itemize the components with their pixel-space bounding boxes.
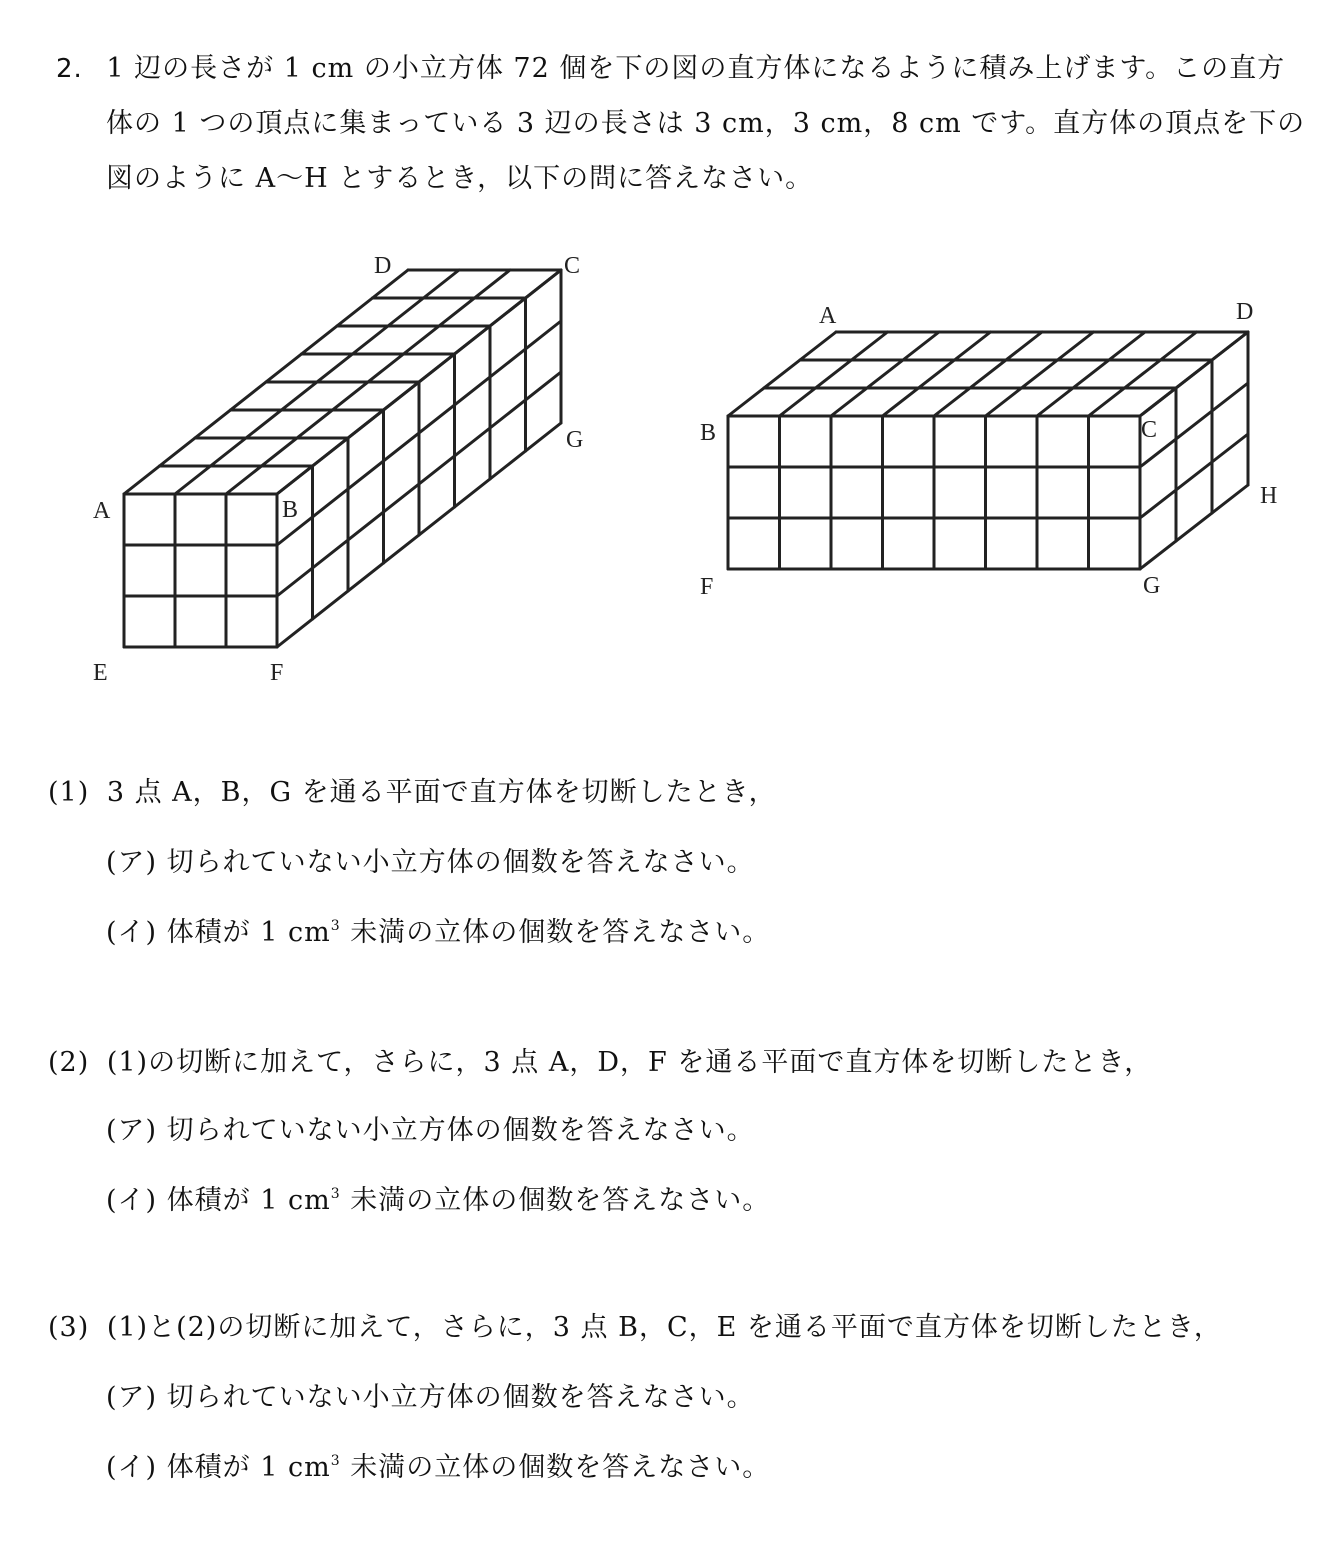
question-1-number: (1) xyxy=(48,777,90,808)
question-3-stem: (1)と(2)の切断に加えて，さらに，3 点 B，C，E を通る平面で直方体を切断したとき， xyxy=(106,1312,1222,1343)
left-label-d: D xyxy=(374,253,392,279)
grid-line xyxy=(1089,332,1197,416)
figure-left-cuboid xyxy=(124,270,561,647)
question-2-a xyxy=(106,1108,755,1147)
right-label-f: F xyxy=(700,574,714,600)
problem-number: 2 xyxy=(56,54,74,84)
right-label-g: G xyxy=(1143,573,1161,599)
right-label-c: C xyxy=(1141,417,1158,443)
left-label-a: A xyxy=(93,498,111,524)
question-1-a-text: 切られていない小立方体の個数を答えなさい。 xyxy=(166,847,755,878)
question-3-stem-line xyxy=(48,1305,1222,1344)
question-1-i xyxy=(106,910,770,949)
grid-line xyxy=(934,332,1042,416)
grid-line xyxy=(1037,332,1145,416)
question-2-a-text: 切られていない小立方体の個数を答えなさい。 xyxy=(166,1115,755,1146)
question-1-i-label: (イ) xyxy=(106,917,158,948)
question-2-i-post: 未満の立体の個数を答えなさい。 xyxy=(340,1185,771,1216)
intro-line-3: 図のように A～H とするとき，以下の問に答えなさい。 xyxy=(106,163,814,194)
left-label-c: C xyxy=(564,253,581,279)
problem-number-dot: . xyxy=(73,54,83,84)
right-label-b: B xyxy=(700,420,717,446)
question-1-i-post: 未満の立体の個数を答えなさい。 xyxy=(340,917,771,948)
question-1-stem: 3 点 A，B，G を通る平面で直方体を切断したとき， xyxy=(106,777,777,808)
right-label-h: H xyxy=(1260,483,1278,509)
grid-line xyxy=(1140,434,1248,518)
right-label-a: A xyxy=(819,303,837,329)
left-label-g: G xyxy=(566,427,584,453)
grid-line xyxy=(1140,332,1248,416)
question-2-stem: (1)の切断に加えて，さらに，3 点 A，D，F を通る平面で直方体を切断したとき， xyxy=(106,1047,1153,1078)
question-1-a-label: (ア) xyxy=(106,847,158,878)
question-2-a-label: (ア) xyxy=(106,1115,158,1146)
question-1-i-pre: 体積が 1 cm xyxy=(166,917,331,948)
grid-line xyxy=(728,332,836,416)
figure-right-cuboid xyxy=(728,332,1248,569)
right-label-d: D xyxy=(1236,299,1254,325)
question-3-a-label: (ア) xyxy=(106,1382,158,1413)
left-label-e: E xyxy=(93,660,108,686)
grid-line xyxy=(831,332,939,416)
left-label-f: F xyxy=(270,660,284,686)
question-1-stem-line xyxy=(48,770,777,809)
question-2-i-label: (イ) xyxy=(106,1185,158,1216)
grid-line xyxy=(986,332,1094,416)
left-label-b: B xyxy=(282,497,299,523)
grid-line xyxy=(883,332,991,416)
grid-line xyxy=(1140,485,1248,569)
question-2-i-exponent: 3 xyxy=(330,1186,341,1202)
intro-line-2: 体の 1 つの頂点に集まっている 3 辺の長さは 3 cm，3 cm，8 cm です。直方体の頂点を下の xyxy=(106,108,1306,139)
question-3-number: (3) xyxy=(48,1312,90,1343)
question-2-i xyxy=(106,1178,770,1217)
question-1-a xyxy=(106,840,755,879)
question-3-a xyxy=(106,1375,755,1414)
question-3-a-text: 切られていない小立方体の個数を答えなさい。 xyxy=(166,1382,755,1413)
question-3-i xyxy=(106,1445,770,1484)
question-3-i-post: 未満の立体の個数を答えなさい。 xyxy=(340,1452,771,1483)
question-2-number: (2) xyxy=(48,1047,90,1078)
question-2-stem-line xyxy=(48,1040,1152,1079)
intro-line-1: 1 辺の長さが 1 cm の小立方体 72 個を下の図の直方体になるように積み上げます。この直方 xyxy=(106,53,1286,84)
question-2-i-pre: 体積が 1 cm xyxy=(166,1185,331,1216)
question-3-i-pre: 体積が 1 cm xyxy=(166,1452,331,1483)
question-1-i-exponent: 3 xyxy=(330,918,341,934)
question-3-i-label: (イ) xyxy=(106,1452,158,1483)
figures xyxy=(0,0,1339,720)
grid-line xyxy=(780,332,888,416)
question-3-i-exponent: 3 xyxy=(330,1453,341,1469)
